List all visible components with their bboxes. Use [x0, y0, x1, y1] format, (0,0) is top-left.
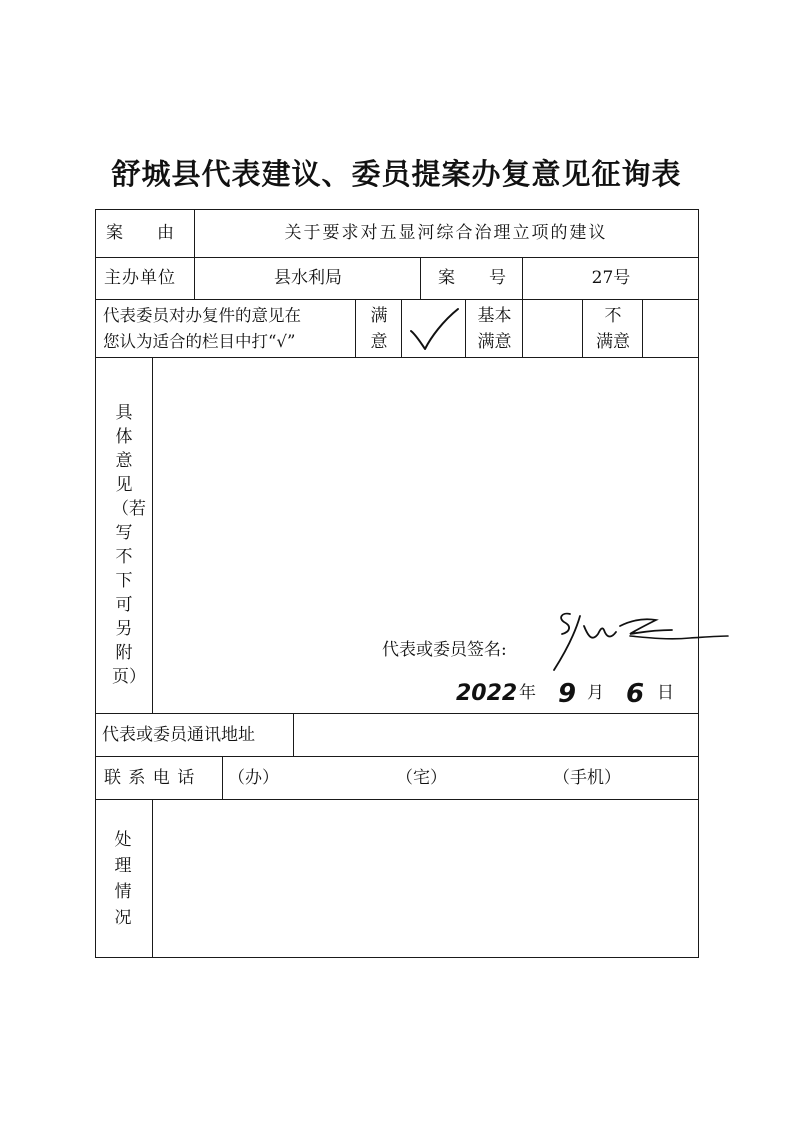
address-label: 代表或委员通讯地址 — [102, 725, 255, 745]
date-month-unit: 月 — [587, 683, 604, 703]
satisfied-checkbox[interactable] — [403, 301, 465, 357]
signature — [540, 596, 730, 681]
address-field[interactable] — [295, 715, 697, 755]
detail-label: 具体意见（若写不下可另附页） — [112, 403, 146, 687]
phone-home-field[interactable]: （宅） — [396, 768, 447, 788]
not-satisfied-checkbox[interactable] — [644, 301, 698, 357]
opinion-instruction-line1: 代表委员对办复件的意见在 — [103, 306, 301, 325]
opinion-instruction-line2: 您认为适合的栏目中打“√” — [103, 332, 296, 351]
phone-mobile-field[interactable]: （手机） — [553, 768, 621, 788]
date-day: 6 — [626, 679, 645, 709]
date-year: 2022 — [456, 681, 518, 706]
signature-label: 代表或委员签名: — [382, 640, 507, 660]
date-day-unit: 日 — [657, 683, 674, 703]
subject-label: 案 由 — [106, 223, 174, 243]
date-year-unit: 年 — [519, 683, 536, 703]
subject-value: 关于要求对五显河综合治理立项的建议 — [284, 223, 608, 243]
basic-satisfied-checkbox[interactable] — [524, 301, 582, 357]
checkmark-icon — [403, 301, 465, 357]
detail-opinion-area[interactable] — [154, 359, 697, 609]
date-month: 9 — [558, 679, 577, 709]
unit-value: 县水利局 — [274, 268, 342, 288]
unit-label: 主办单位 — [104, 268, 176, 288]
handling-label: 处理情况 — [114, 830, 132, 928]
case-number-value: 27号 — [591, 268, 631, 288]
handling-area[interactable] — [154, 801, 697, 955]
page-title: 舒城县代表建议、委员提案办复意见征询表 — [111, 157, 682, 191]
phone-label: 联 系 电 话 — [104, 768, 196, 788]
case-number-label: 案 号 — [438, 268, 506, 288]
phone-office-field[interactable]: （办） — [228, 768, 279, 788]
